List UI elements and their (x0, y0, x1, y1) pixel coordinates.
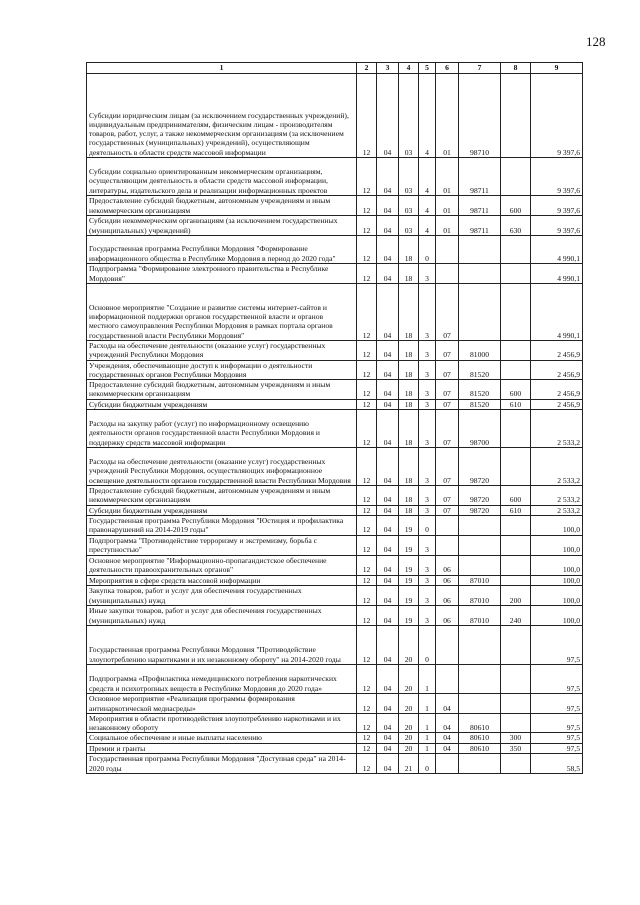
row-subsection: 04 (377, 264, 399, 284)
row-subprogram: 3 (419, 535, 436, 555)
row-activity (436, 515, 459, 535)
row-section: 12 (357, 74, 377, 158)
table-header-row (87, 63, 583, 74)
row-expense-type (501, 713, 531, 733)
row-subprogram: 0 (419, 754, 436, 774)
row-expense-type (501, 625, 531, 664)
row-direction (459, 515, 501, 535)
row-subsection: 04 (377, 743, 399, 753)
row-subprogram: 3 (419, 505, 436, 515)
row-activity: 07 (436, 360, 459, 380)
table-row (87, 754, 583, 774)
row-description: Закупка товаров, работ и услуг для обеспечения государственных (муниципальных) нужд (87, 585, 357, 605)
row-subsection: 04 (377, 733, 399, 743)
row-activity (436, 754, 459, 774)
row-direction: 98710 (459, 74, 501, 158)
row-subsection: 04 (377, 284, 399, 341)
row-description: Субсидии бюджетным учреждениям (87, 505, 357, 515)
row-amount: 2 456,9 (531, 341, 583, 361)
row-section: 12 (357, 448, 377, 486)
row-description: Подпрограмма "Противодействие терроризму и экстремизму, борьба с преступностью" (87, 535, 357, 555)
row-activity: 06 (436, 555, 459, 575)
row-program: 18 (399, 236, 419, 264)
row-expense-type (501, 236, 531, 264)
row-subprogram: 3 (419, 380, 436, 400)
row-expense-type: 240 (501, 605, 531, 625)
row-expense-type: 600 (501, 486, 531, 506)
column-header-6: 6 (436, 63, 459, 74)
row-activity: 06 (436, 585, 459, 605)
table-row (87, 196, 583, 216)
table-row (87, 743, 583, 753)
row-subprogram: 3 (419, 341, 436, 361)
row-description: Расходы на обеспечение деятельности (оказание услуг) государственных учреждений Республики Мордовия, осуществляющих информационное освещение деятельности органов государственной власти Республики Мордовия (87, 448, 357, 486)
row-amount: 2 533,2 (531, 410, 583, 448)
row-direction: 80610 (459, 733, 501, 743)
row-amount: 9 397,6 (531, 158, 583, 196)
row-direction (459, 236, 501, 264)
row-section: 12 (357, 341, 377, 361)
row-program: 19 (399, 555, 419, 575)
row-subsection: 04 (377, 74, 399, 158)
row-section: 12 (357, 625, 377, 664)
table-row (87, 74, 583, 158)
row-amount: 4 990,1 (531, 284, 583, 341)
row-activity: 07 (436, 284, 459, 341)
row-section: 12 (357, 733, 377, 743)
row-direction: 98720 (459, 448, 501, 486)
row-description: Основное мероприятие "Информационно-пропагандистское обеспечение деятельности правоохранительных органов" (87, 555, 357, 575)
row-section: 12 (357, 743, 377, 753)
row-subsection: 04 (377, 585, 399, 605)
table-row (87, 380, 583, 400)
row-direction (459, 625, 501, 664)
row-program: 20 (399, 664, 419, 693)
row-program: 19 (399, 515, 419, 535)
row-direction: 80610 (459, 743, 501, 753)
row-activity: 01 (436, 216, 459, 236)
row-subprogram: 3 (419, 264, 436, 284)
row-subsection: 04 (377, 196, 399, 216)
row-subsection: 04 (377, 693, 399, 713)
row-subprogram: 4 (419, 74, 436, 158)
row-amount: 2 456,9 (531, 360, 583, 380)
row-expense-type: 300 (501, 733, 531, 743)
column-header-2: 2 (357, 63, 377, 74)
row-program: 20 (399, 693, 419, 713)
row-direction (459, 284, 501, 341)
row-direction (459, 535, 501, 555)
row-subsection: 04 (377, 448, 399, 486)
row-expense-type (501, 555, 531, 575)
row-activity: 06 (436, 605, 459, 625)
row-subsection: 04 (377, 505, 399, 515)
row-subsection: 04 (377, 625, 399, 664)
column-header-5: 5 (419, 63, 436, 74)
row-subsection: 04 (377, 664, 399, 693)
row-description: Государственная программа Республики Мордовия "Доступная среда" на 2014-2020 годы (87, 754, 357, 774)
row-program: 21 (399, 754, 419, 774)
row-expense-type (501, 693, 531, 713)
row-amount: 100,0 (531, 605, 583, 625)
row-activity: 04 (436, 733, 459, 743)
row-activity: 04 (436, 713, 459, 733)
row-program: 19 (399, 535, 419, 555)
row-subsection: 04 (377, 399, 399, 409)
row-amount: 9 397,6 (531, 216, 583, 236)
row-expense-type (501, 74, 531, 158)
row-direction: 98720 (459, 505, 501, 515)
page-number: 128 (586, 34, 606, 49)
row-direction: 98711 (459, 196, 501, 216)
row-subsection: 04 (377, 486, 399, 506)
row-description: Предоставление субсидий бюджетным, автономным учреждениям и иным некоммерческим организациям (87, 380, 357, 400)
row-subsection: 04 (377, 216, 399, 236)
row-activity: 07 (436, 448, 459, 486)
row-expense-type (501, 158, 531, 196)
row-description: Расходы на закупку работ (услуг) по информационному освещению деятельности органов государственной власти Республики Мордовия и поддержку средств массовой информации (87, 410, 357, 448)
row-subprogram: 4 (419, 216, 436, 236)
row-section: 12 (357, 380, 377, 400)
row-expense-type (501, 664, 531, 693)
row-direction: 80610 (459, 713, 501, 733)
row-expense-type (501, 341, 531, 361)
table-row (87, 341, 583, 361)
row-subprogram: 1 (419, 693, 436, 713)
budget-table (86, 62, 583, 774)
row-subsection: 04 (377, 360, 399, 380)
row-program: 03 (399, 74, 419, 158)
row-direction: 87010 (459, 605, 501, 625)
row-section: 12 (357, 236, 377, 264)
table-row (87, 555, 583, 575)
row-description: Основное мероприятие "Создание и развитие системы интернет-сайтов и информационной поддержки органов государственной власти и органов местного самоуправления Республики Мордовия в рамках портала органов государственной власти Республики Мордовия" (87, 284, 357, 341)
row-activity: 04 (436, 743, 459, 753)
row-program: 20 (399, 625, 419, 664)
row-activity: 04 (436, 693, 459, 713)
row-subprogram: 3 (419, 448, 436, 486)
row-program: 18 (399, 486, 419, 506)
row-activity (436, 535, 459, 555)
row-subprogram: 3 (419, 605, 436, 625)
row-amount: 100,0 (531, 585, 583, 605)
row-direction: 87010 (459, 575, 501, 585)
row-expense-type (501, 754, 531, 774)
table-row (87, 486, 583, 506)
row-section: 12 (357, 410, 377, 448)
row-direction: 98711 (459, 216, 501, 236)
row-activity: 07 (436, 410, 459, 448)
row-subsection: 04 (377, 341, 399, 361)
row-activity (436, 625, 459, 664)
row-section: 12 (357, 399, 377, 409)
row-program: 18 (399, 505, 419, 515)
row-subsection: 04 (377, 236, 399, 264)
row-description: Подпрограмма «Профилактика немедицинского потребления наркотических средств и психотропных веществ в Республике Мордовия до 2020 года» (87, 664, 357, 693)
row-subprogram: 3 (419, 360, 436, 380)
row-subprogram: 4 (419, 196, 436, 216)
row-direction (459, 264, 501, 284)
column-header-1: 1 (87, 63, 357, 74)
row-description: Государственная программа Республики Мордовия "Формирование информационного общества в Республике Мордовия в период до 2020 года" (87, 236, 357, 264)
row-expense-type: 350 (501, 743, 531, 753)
row-amount: 97,5 (531, 743, 583, 753)
row-expense-type: 610 (501, 505, 531, 515)
row-direction: 81520 (459, 399, 501, 409)
row-description: Предоставление субсидий бюджетным, автономным учреждениям и иным некоммерческим организациям (87, 196, 357, 216)
column-header-4: 4 (399, 63, 419, 74)
row-amount: 97,5 (531, 664, 583, 693)
row-description: Премии и гранты (87, 743, 357, 753)
row-section: 12 (357, 216, 377, 236)
table-row (87, 236, 583, 264)
row-description: Мероприятия в сфере средств массовой информации (87, 575, 357, 585)
table-row (87, 625, 583, 664)
row-subsection: 04 (377, 754, 399, 774)
row-subprogram: 3 (419, 555, 436, 575)
row-amount: 97,5 (531, 733, 583, 743)
row-section: 12 (357, 196, 377, 216)
row-amount: 9 397,6 (531, 196, 583, 216)
row-section: 12 (357, 505, 377, 515)
row-amount: 4 990,1 (531, 264, 583, 284)
row-amount: 100,0 (531, 535, 583, 555)
row-section: 12 (357, 284, 377, 341)
row-section: 12 (357, 585, 377, 605)
row-direction (459, 555, 501, 575)
row-program: 18 (399, 448, 419, 486)
row-direction: 81520 (459, 380, 501, 400)
table-body (87, 74, 583, 774)
row-subsection: 04 (377, 515, 399, 535)
row-subprogram: 3 (419, 486, 436, 506)
row-section: 12 (357, 575, 377, 585)
row-subprogram: 3 (419, 399, 436, 409)
row-expense-type (501, 410, 531, 448)
row-activity (436, 664, 459, 693)
row-description: Субсидии бюджетным учреждениям (87, 399, 357, 409)
row-activity: 01 (436, 74, 459, 158)
row-program: 03 (399, 158, 419, 196)
row-description: Предоставление субсидий бюджетным, автономным учреждениям и иным некоммерческим организациям (87, 486, 357, 506)
row-amount: 58,5 (531, 754, 583, 774)
row-description: Субсидии социально ориентированным некоммерческим организациям, осуществляющим деятельность в области средств массовой информации, литературы, издательского дела и реализации информационных проектов (87, 158, 357, 196)
row-subprogram: 1 (419, 664, 436, 693)
row-section: 12 (357, 535, 377, 555)
row-subprogram: 1 (419, 713, 436, 733)
row-direction: 81000 (459, 341, 501, 361)
row-program: 19 (399, 605, 419, 625)
table-row (87, 664, 583, 693)
column-header-7: 7 (459, 63, 501, 74)
row-amount: 100,0 (531, 555, 583, 575)
row-section: 12 (357, 515, 377, 535)
row-expense-type (501, 575, 531, 585)
row-direction: 87010 (459, 585, 501, 605)
row-activity: 07 (436, 380, 459, 400)
row-description: Государственная программа Республики Мордовия "Противодействие злоупотреблению наркотиками и их незаконному обороту" на 2014-2020 годы (87, 625, 357, 664)
row-expense-type (501, 360, 531, 380)
row-section: 12 (357, 713, 377, 733)
row-section: 12 (357, 486, 377, 506)
row-description: Подпрограмма "Формирование электронного правительства в Республике Мордовия" (87, 264, 357, 284)
row-direction (459, 754, 501, 774)
row-section: 12 (357, 664, 377, 693)
row-subprogram: 3 (419, 585, 436, 605)
row-program: 19 (399, 575, 419, 585)
row-description: Субсидии юридическим лицам (за исключением государственных учреждений), индивидуальным предпринимателям, физическим лицам - производителям товаров, работ, услуг, а также некоммерческим организациям (за исключением государственных (муниципальных) учреждений), осуществляющим деятельность в области средств массовой информации (87, 74, 357, 158)
table-row (87, 410, 583, 448)
row-direction: 98720 (459, 486, 501, 506)
row-section: 12 (357, 264, 377, 284)
row-amount: 97,5 (531, 713, 583, 733)
row-direction: 98711 (459, 158, 501, 196)
row-subprogram: 1 (419, 733, 436, 743)
row-activity: 07 (436, 341, 459, 361)
row-program: 18 (399, 360, 419, 380)
row-description: Расходы на обеспечение деятельности (оказание услуг) государственных учреждений Республики Мордовия (87, 341, 357, 361)
row-activity (436, 236, 459, 264)
row-activity: 06 (436, 575, 459, 585)
row-direction: 98700 (459, 410, 501, 448)
row-expense-type (501, 535, 531, 555)
row-description: Мероприятия в области противодействия злоупотреблению наркотиками и их незаконному обороту (87, 713, 357, 733)
row-amount: 4 990,1 (531, 236, 583, 264)
row-program: 18 (399, 380, 419, 400)
table-row (87, 535, 583, 555)
row-subprogram: 0 (419, 236, 436, 264)
column-header-9: 9 (531, 63, 583, 74)
row-program: 18 (399, 399, 419, 409)
row-section: 12 (357, 754, 377, 774)
row-subsection: 04 (377, 605, 399, 625)
table-row (87, 360, 583, 380)
row-subsection: 04 (377, 535, 399, 555)
row-subsection: 04 (377, 410, 399, 448)
row-subprogram: 1 (419, 743, 436, 753)
row-subsection: 04 (377, 555, 399, 575)
row-subprogram: 0 (419, 515, 436, 535)
row-section: 12 (357, 360, 377, 380)
row-subsection: 04 (377, 713, 399, 733)
row-program: 20 (399, 743, 419, 753)
table-row (87, 158, 583, 196)
table-row (87, 448, 583, 486)
row-direction (459, 664, 501, 693)
table-row (87, 216, 583, 236)
row-activity: 07 (436, 505, 459, 515)
row-program: 18 (399, 264, 419, 284)
row-amount: 2 456,9 (531, 380, 583, 400)
row-expense-type (501, 515, 531, 535)
row-activity: 01 (436, 158, 459, 196)
column-header-3: 3 (377, 63, 399, 74)
row-subprogram: 4 (419, 158, 436, 196)
row-subsection: 04 (377, 158, 399, 196)
row-expense-type: 630 (501, 216, 531, 236)
row-section: 12 (357, 693, 377, 713)
row-subprogram: 3 (419, 575, 436, 585)
row-amount: 2 533,2 (531, 448, 583, 486)
table-row (87, 585, 583, 605)
row-program: 03 (399, 216, 419, 236)
row-amount: 100,0 (531, 515, 583, 535)
row-direction: 81520 (459, 360, 501, 380)
row-description: Основное мероприятие «Реализация программы формирования антинаркотической медиасреды» (87, 693, 357, 713)
row-amount: 2 533,2 (531, 486, 583, 506)
row-expense-type (501, 264, 531, 284)
row-activity (436, 264, 459, 284)
table-row (87, 505, 583, 515)
table-row (87, 575, 583, 585)
row-direction (459, 693, 501, 713)
row-description: Социальное обеспечение и иные выплаты населению (87, 733, 357, 743)
row-program: 20 (399, 733, 419, 743)
row-expense-type: 600 (501, 380, 531, 400)
row-section: 12 (357, 555, 377, 575)
row-section: 12 (357, 605, 377, 625)
row-program: 18 (399, 341, 419, 361)
row-amount: 97,5 (531, 693, 583, 713)
row-activity: 07 (436, 399, 459, 409)
row-expense-type: 610 (501, 399, 531, 409)
row-description: Субсидии некоммерческим организациям (за исключением государственных (муниципальных) учреждений) (87, 216, 357, 236)
row-activity: 01 (436, 196, 459, 216)
table-row (87, 515, 583, 535)
row-subprogram: 3 (419, 284, 436, 341)
row-amount: 100,0 (531, 575, 583, 585)
table-row (87, 399, 583, 409)
row-program: 03 (399, 196, 419, 216)
table-row (87, 284, 583, 341)
row-program: 20 (399, 713, 419, 733)
row-subsection: 04 (377, 380, 399, 400)
row-program: 18 (399, 284, 419, 341)
row-subprogram: 3 (419, 410, 436, 448)
table-row (87, 264, 583, 284)
row-description: Учреждения, обеспечивающие доступ к информации о деятельности государственных органов Республики Мордовия (87, 360, 357, 380)
table-row (87, 713, 583, 733)
row-expense-type: 600 (501, 196, 531, 216)
row-subsection: 04 (377, 575, 399, 585)
column-header-8: 8 (501, 63, 531, 74)
table-row (87, 733, 583, 743)
row-program: 19 (399, 585, 419, 605)
row-amount: 9 397,6 (531, 74, 583, 158)
row-description: Государственная программа Республики Мордовия "Юстиция и профилактика правонарушений на 2014-2019 годы" (87, 515, 357, 535)
row-amount: 2 533,2 (531, 505, 583, 515)
table-row (87, 605, 583, 625)
table-row (87, 693, 583, 713)
row-expense-type (501, 448, 531, 486)
row-amount: 2 456,9 (531, 399, 583, 409)
row-expense-type (501, 284, 531, 341)
row-subprogram: 0 (419, 625, 436, 664)
row-expense-type: 200 (501, 585, 531, 605)
row-description: Иные закупки товаров, работ и услуг для обеспечения государственных (муниципальных) нужд (87, 605, 357, 625)
row-section: 12 (357, 158, 377, 196)
row-program: 18 (399, 410, 419, 448)
row-amount: 97,5 (531, 625, 583, 664)
row-activity: 07 (436, 486, 459, 506)
